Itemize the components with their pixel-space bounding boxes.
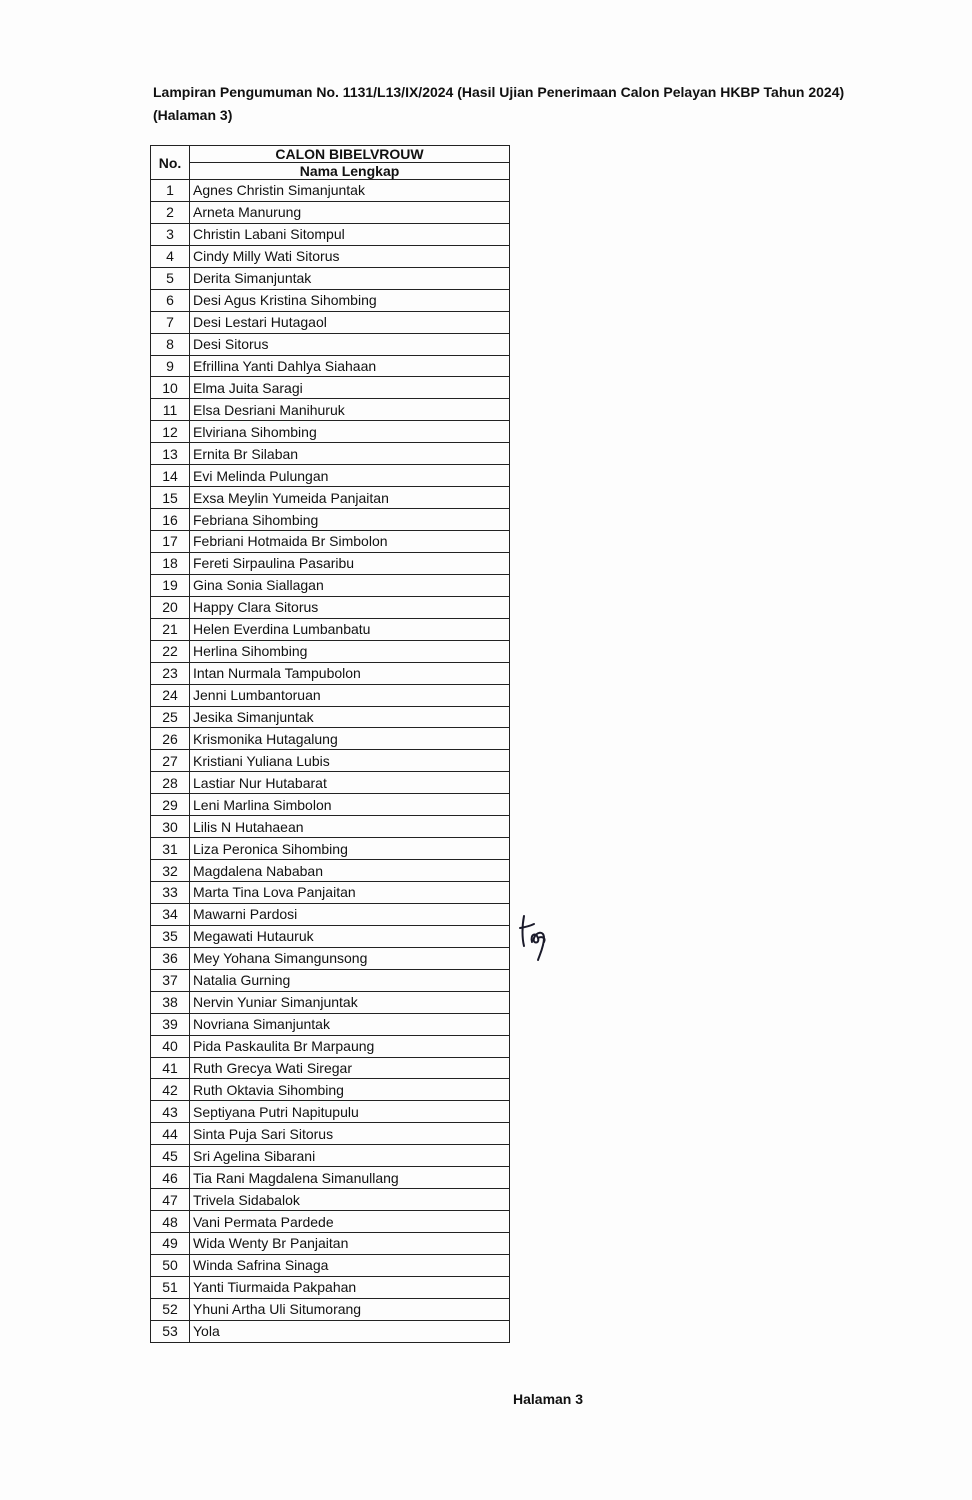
candidate-name: Elviriana Sihombing [190, 421, 510, 443]
row-number: 40 [151, 1035, 190, 1057]
table-row [151, 860, 510, 882]
candidate-name: Pida Paskaulita Br Marpaung [190, 1035, 510, 1057]
table-row [151, 596, 510, 618]
table-row [151, 662, 510, 684]
candidate-name: Lilis N Hutahaean [190, 816, 510, 838]
row-number: 41 [151, 1057, 190, 1079]
row-number: 34 [151, 903, 190, 925]
table-subheader-row [151, 163, 510, 180]
table-row [151, 903, 510, 925]
table-row [151, 180, 510, 202]
table-row [151, 1035, 510, 1057]
candidate-name: Megawati Hutauruk [190, 925, 510, 947]
candidate-name: Christin Labani Sitompul [190, 223, 510, 245]
candidate-name: Vani Permata Pardede [190, 1211, 510, 1233]
table-row [151, 794, 510, 816]
candidate-name: Jesika Simanjuntak [190, 706, 510, 728]
table-row [151, 882, 510, 904]
candidate-name: Agnes Christin Simanjuntak [190, 180, 510, 202]
table-row [151, 1145, 510, 1167]
candidate-name: Derita Simanjuntak [190, 267, 510, 289]
table-row [151, 772, 510, 794]
row-number: 6 [151, 289, 190, 311]
candidate-name: Wida Wenty Br Panjaitan [190, 1233, 510, 1255]
candidate-name: Yola [190, 1320, 510, 1342]
row-number: 4 [151, 245, 190, 267]
table-row [151, 1320, 510, 1342]
table-row [151, 421, 510, 443]
table-row [151, 706, 510, 728]
row-number: 12 [151, 421, 190, 443]
candidate-name: Krismonika Hutagalung [190, 728, 510, 750]
candidate-name: Jenni Lumbantoruan [190, 684, 510, 706]
table-row [151, 1013, 510, 1035]
table-row [151, 816, 510, 838]
candidate-name: Yanti Tiurmaida Pakpahan [190, 1276, 510, 1298]
candidate-name: Mawarni Pardosi [190, 903, 510, 925]
table-row [151, 552, 510, 574]
table-row [151, 465, 510, 487]
column-header-no: No. [151, 146, 190, 180]
candidate-name: Febriani Hotmaida Br Simbolon [190, 531, 510, 553]
table-row [151, 245, 510, 267]
table-row [151, 925, 510, 947]
heading-title: Lampiran Pengumuman No. 1131/L13/IX/2024 (Hasil Ujian Penerimaan Calon Pelayan HKBP Tahun 2024) [153, 84, 845, 100]
row-number: 13 [151, 443, 190, 465]
candidate-table [150, 145, 510, 1343]
candidate-name: Intan Nurmala Tampubolon [190, 662, 510, 684]
table-row [151, 399, 510, 421]
row-number: 20 [151, 596, 190, 618]
row-number: 16 [151, 509, 190, 531]
table-row [151, 289, 510, 311]
row-number: 9 [151, 355, 190, 377]
column-group-header: CALON BIBELVROUW [190, 146, 510, 163]
row-number: 33 [151, 882, 190, 904]
candidate-name: Elma Juita Saragi [190, 377, 510, 399]
row-number: 37 [151, 969, 190, 991]
row-number: 32 [151, 860, 190, 882]
table-row [151, 728, 510, 750]
candidate-name: Nervin Yuniar Simanjuntak [190, 991, 510, 1013]
candidate-name: Fereti Sirpaulina Pasaribu [190, 552, 510, 574]
table-row [151, 684, 510, 706]
row-number: 28 [151, 772, 190, 794]
row-number: 44 [151, 1123, 190, 1145]
row-number: 43 [151, 1101, 190, 1123]
table-row [151, 618, 510, 640]
signature-initials-icon [518, 912, 552, 964]
candidate-name: Trivela Sidabalok [190, 1189, 510, 1211]
table-row [151, 1189, 510, 1211]
row-number: 39 [151, 1013, 190, 1035]
table-body [151, 180, 510, 1343]
row-number: 8 [151, 333, 190, 355]
table-row [151, 1254, 510, 1276]
candidate-name: Tia Rani Magdalena Simanullang [190, 1167, 510, 1189]
candidate-name: Ruth Oktavia Sihombing [190, 1079, 510, 1101]
candidate-name: Exsa Meylin Yumeida Panjaitan [190, 487, 510, 509]
row-number: 2 [151, 201, 190, 223]
candidate-name: Helen Everdina Lumbanbatu [190, 618, 510, 640]
table-row [151, 267, 510, 289]
candidate-name: Mey Yohana Simangunsong [190, 947, 510, 969]
row-number: 10 [151, 377, 190, 399]
row-number: 38 [151, 991, 190, 1013]
row-number: 3 [151, 223, 190, 245]
candidate-name: Septiyana Putri Napitupulu [190, 1101, 510, 1123]
candidate-name: Desi Agus Kristina Sihombing [190, 289, 510, 311]
candidate-name: Ernita Br Silaban [190, 443, 510, 465]
table-row [151, 1167, 510, 1189]
table-row [151, 750, 510, 772]
table-row [151, 1101, 510, 1123]
table-row [151, 1276, 510, 1298]
table-row [151, 1123, 510, 1145]
candidate-name: Yhuni Artha Uli Situmorang [190, 1298, 510, 1320]
candidate-name: Evi Melinda Pulungan [190, 465, 510, 487]
table-row [151, 355, 510, 377]
candidate-name: Cindy Milly Wati Sitorus [190, 245, 510, 267]
candidate-name: Elsa Desriani Manihuruk [190, 399, 510, 421]
table-row [151, 838, 510, 860]
row-number: 19 [151, 574, 190, 596]
document-heading [153, 81, 933, 127]
row-number: 47 [151, 1189, 190, 1211]
table-row [151, 201, 510, 223]
table-row [151, 531, 510, 553]
row-number: 52 [151, 1298, 190, 1320]
table-row [151, 1211, 510, 1233]
candidate-name: Magdalena Nababan [190, 860, 510, 882]
candidate-name: Winda Safrina Sinaga [190, 1254, 510, 1276]
heading-page-note: (Halaman 3) [153, 107, 233, 123]
row-number: 15 [151, 487, 190, 509]
table-row [151, 640, 510, 662]
row-number: 31 [151, 838, 190, 860]
row-number: 46 [151, 1167, 190, 1189]
candidate-name: Liza Peronica Sihombing [190, 838, 510, 860]
candidate-name: Efrillina Yanti Dahlya Siahaan [190, 355, 510, 377]
row-number: 7 [151, 311, 190, 333]
row-number: 1 [151, 180, 190, 202]
table-row [151, 991, 510, 1013]
candidate-name: Febriana Sihombing [190, 509, 510, 531]
candidate-name: Ruth Grecya Wati Siregar [190, 1057, 510, 1079]
table-row [151, 574, 510, 596]
row-number: 25 [151, 706, 190, 728]
table-row [151, 377, 510, 399]
row-number: 11 [151, 399, 190, 421]
row-number: 51 [151, 1276, 190, 1298]
row-number: 36 [151, 947, 190, 969]
table-row [151, 333, 510, 355]
row-number: 23 [151, 662, 190, 684]
candidate-name: Desi Sitorus [190, 333, 510, 355]
candidate-name: Desi Lestari Hutagaol [190, 311, 510, 333]
row-number: 48 [151, 1211, 190, 1233]
table-row [151, 509, 510, 531]
table-row [151, 1079, 510, 1101]
candidate-name: Sinta Puja Sari Sitorus [190, 1123, 510, 1145]
row-number: 42 [151, 1079, 190, 1101]
row-number: 21 [151, 618, 190, 640]
table-row [151, 311, 510, 333]
row-number: 30 [151, 816, 190, 838]
row-number: 17 [151, 531, 190, 553]
table-row [151, 1233, 510, 1255]
row-number: 24 [151, 684, 190, 706]
page-footer: Halaman 3 [513, 1391, 584, 1407]
row-number: 26 [151, 728, 190, 750]
candidate-name: Leni Marlina Simbolon [190, 794, 510, 816]
column-header-name: Nama Lengkap [190, 163, 510, 180]
candidate-name: Sri Agelina Sibarani [190, 1145, 510, 1167]
candidate-name: Kristiani Yuliana Lubis [190, 750, 510, 772]
row-number: 22 [151, 640, 190, 662]
table-row [151, 947, 510, 969]
table-header-row [151, 146, 510, 163]
table-row [151, 487, 510, 509]
row-number: 53 [151, 1320, 190, 1342]
row-number: 49 [151, 1233, 190, 1255]
table-row [151, 969, 510, 991]
candidate-name: Arneta Manurung [190, 201, 510, 223]
row-number: 45 [151, 1145, 190, 1167]
row-number: 18 [151, 552, 190, 574]
candidate-name: Happy Clara Sitorus [190, 596, 510, 618]
candidate-name: Lastiar Nur Hutabarat [190, 772, 510, 794]
table-row [151, 223, 510, 245]
candidate-name: Gina Sonia Siallagan [190, 574, 510, 596]
table-row [151, 1298, 510, 1320]
row-number: 35 [151, 925, 190, 947]
row-number: 5 [151, 267, 190, 289]
row-number: 27 [151, 750, 190, 772]
table-row [151, 1057, 510, 1079]
row-number: 50 [151, 1254, 190, 1276]
candidate-name: Natalia Gurning [190, 969, 510, 991]
row-number: 14 [151, 465, 190, 487]
row-number: 29 [151, 794, 190, 816]
table-row [151, 443, 510, 465]
candidate-name: Novriana Simanjuntak [190, 1013, 510, 1035]
candidate-name: Herlina Sihombing [190, 640, 510, 662]
candidate-name: Marta Tina Lova Panjaitan [190, 882, 510, 904]
